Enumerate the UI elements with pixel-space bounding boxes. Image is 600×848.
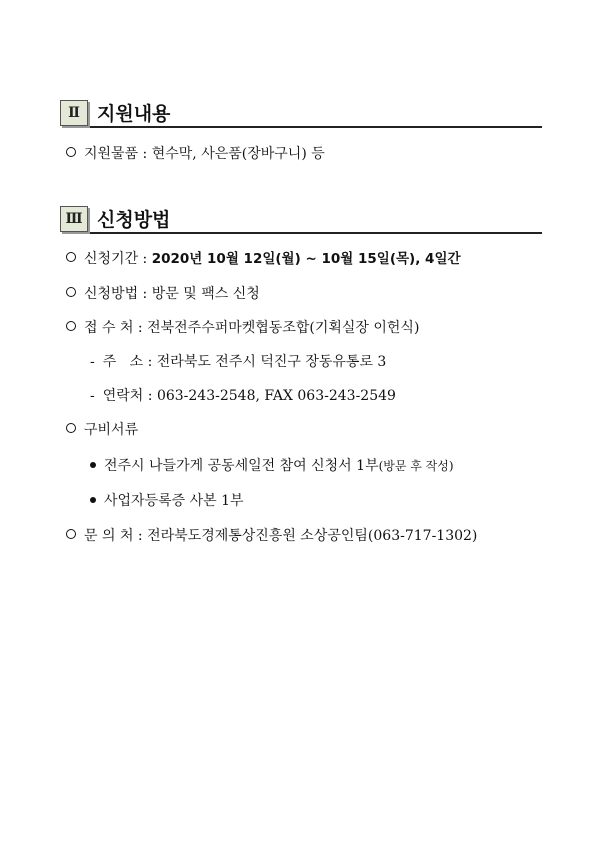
section-header-application [60, 206, 542, 234]
section-number-box: Ⅱ [60, 100, 88, 126]
section-number-box: Ⅲ [60, 206, 88, 232]
address-line [90, 353, 386, 371]
application-method-line [66, 285, 260, 303]
filled-dot-bullet-icon [90, 462, 96, 468]
contact-value: 063-243-2548, FAX 063-243-2549 [156, 388, 396, 404]
section-rule [90, 126, 542, 128]
inquiry-label: 문 의 처 : [84, 528, 148, 544]
contact-label: 연락처 : [102, 388, 157, 404]
documents-title: 구비서류 [84, 422, 139, 438]
hollow-circle-bullet-icon [66, 321, 76, 331]
inquiry-value: 전라북도경제통상진흥원 소상공인팀(063-717-1302) [147, 528, 478, 544]
section-title-support: 지원내용 [97, 103, 171, 125]
reception-office-line [66, 319, 419, 337]
reception-office-value: 전북전주수퍼마켓협동조합(기획실장 이헌식) [147, 320, 420, 336]
application-period-label: 신청기간 : [84, 251, 152, 267]
documents-heading-line [66, 421, 138, 439]
inquiry-line [66, 527, 477, 545]
hollow-circle-bullet-icon [66, 423, 76, 433]
hollow-circle-bullet-icon [66, 147, 76, 157]
application-method-label: 신청방법 : [84, 286, 152, 302]
hollow-circle-bullet-icon [66, 529, 76, 539]
document-item-application [90, 457, 454, 475]
contact-line [90, 387, 396, 405]
dash-marker: - [90, 388, 95, 404]
support-items-label: 지원물품 : [84, 146, 152, 162]
support-items-value: 현수막, 사은품(장바구니) 등 [151, 146, 325, 162]
dash-marker: - [90, 354, 95, 370]
section-rule [90, 232, 542, 234]
document-item-text: 전주시 나들가게 공동세일전 참여 신청서 1부 [104, 458, 379, 474]
reception-office-label: 접 수 처 : [84, 320, 148, 336]
support-items-line [66, 145, 325, 163]
document-item-note: (방문 후 작성) [378, 459, 454, 473]
section-title-application: 신청방법 [97, 209, 171, 231]
document-item-text: 사업자등록증 사본 1부 [104, 493, 244, 509]
application-period-line [66, 250, 461, 268]
hollow-circle-bullet-icon [66, 252, 76, 262]
application-method-value: 방문 및 팩스 신청 [151, 286, 260, 302]
application-period-value: 2020년 10월 12일(월) ~ 10월 15일(목), 4일간 [151, 251, 461, 267]
section-header-support [60, 100, 542, 128]
filled-dot-bullet-icon [90, 497, 96, 503]
document-item-business-registration [90, 492, 244, 510]
address-label: 주 소 : [102, 354, 157, 370]
hollow-circle-bullet-icon [66, 287, 76, 297]
address-value: 전라북도 전주시 덕진구 장동유통로 3 [156, 354, 387, 370]
